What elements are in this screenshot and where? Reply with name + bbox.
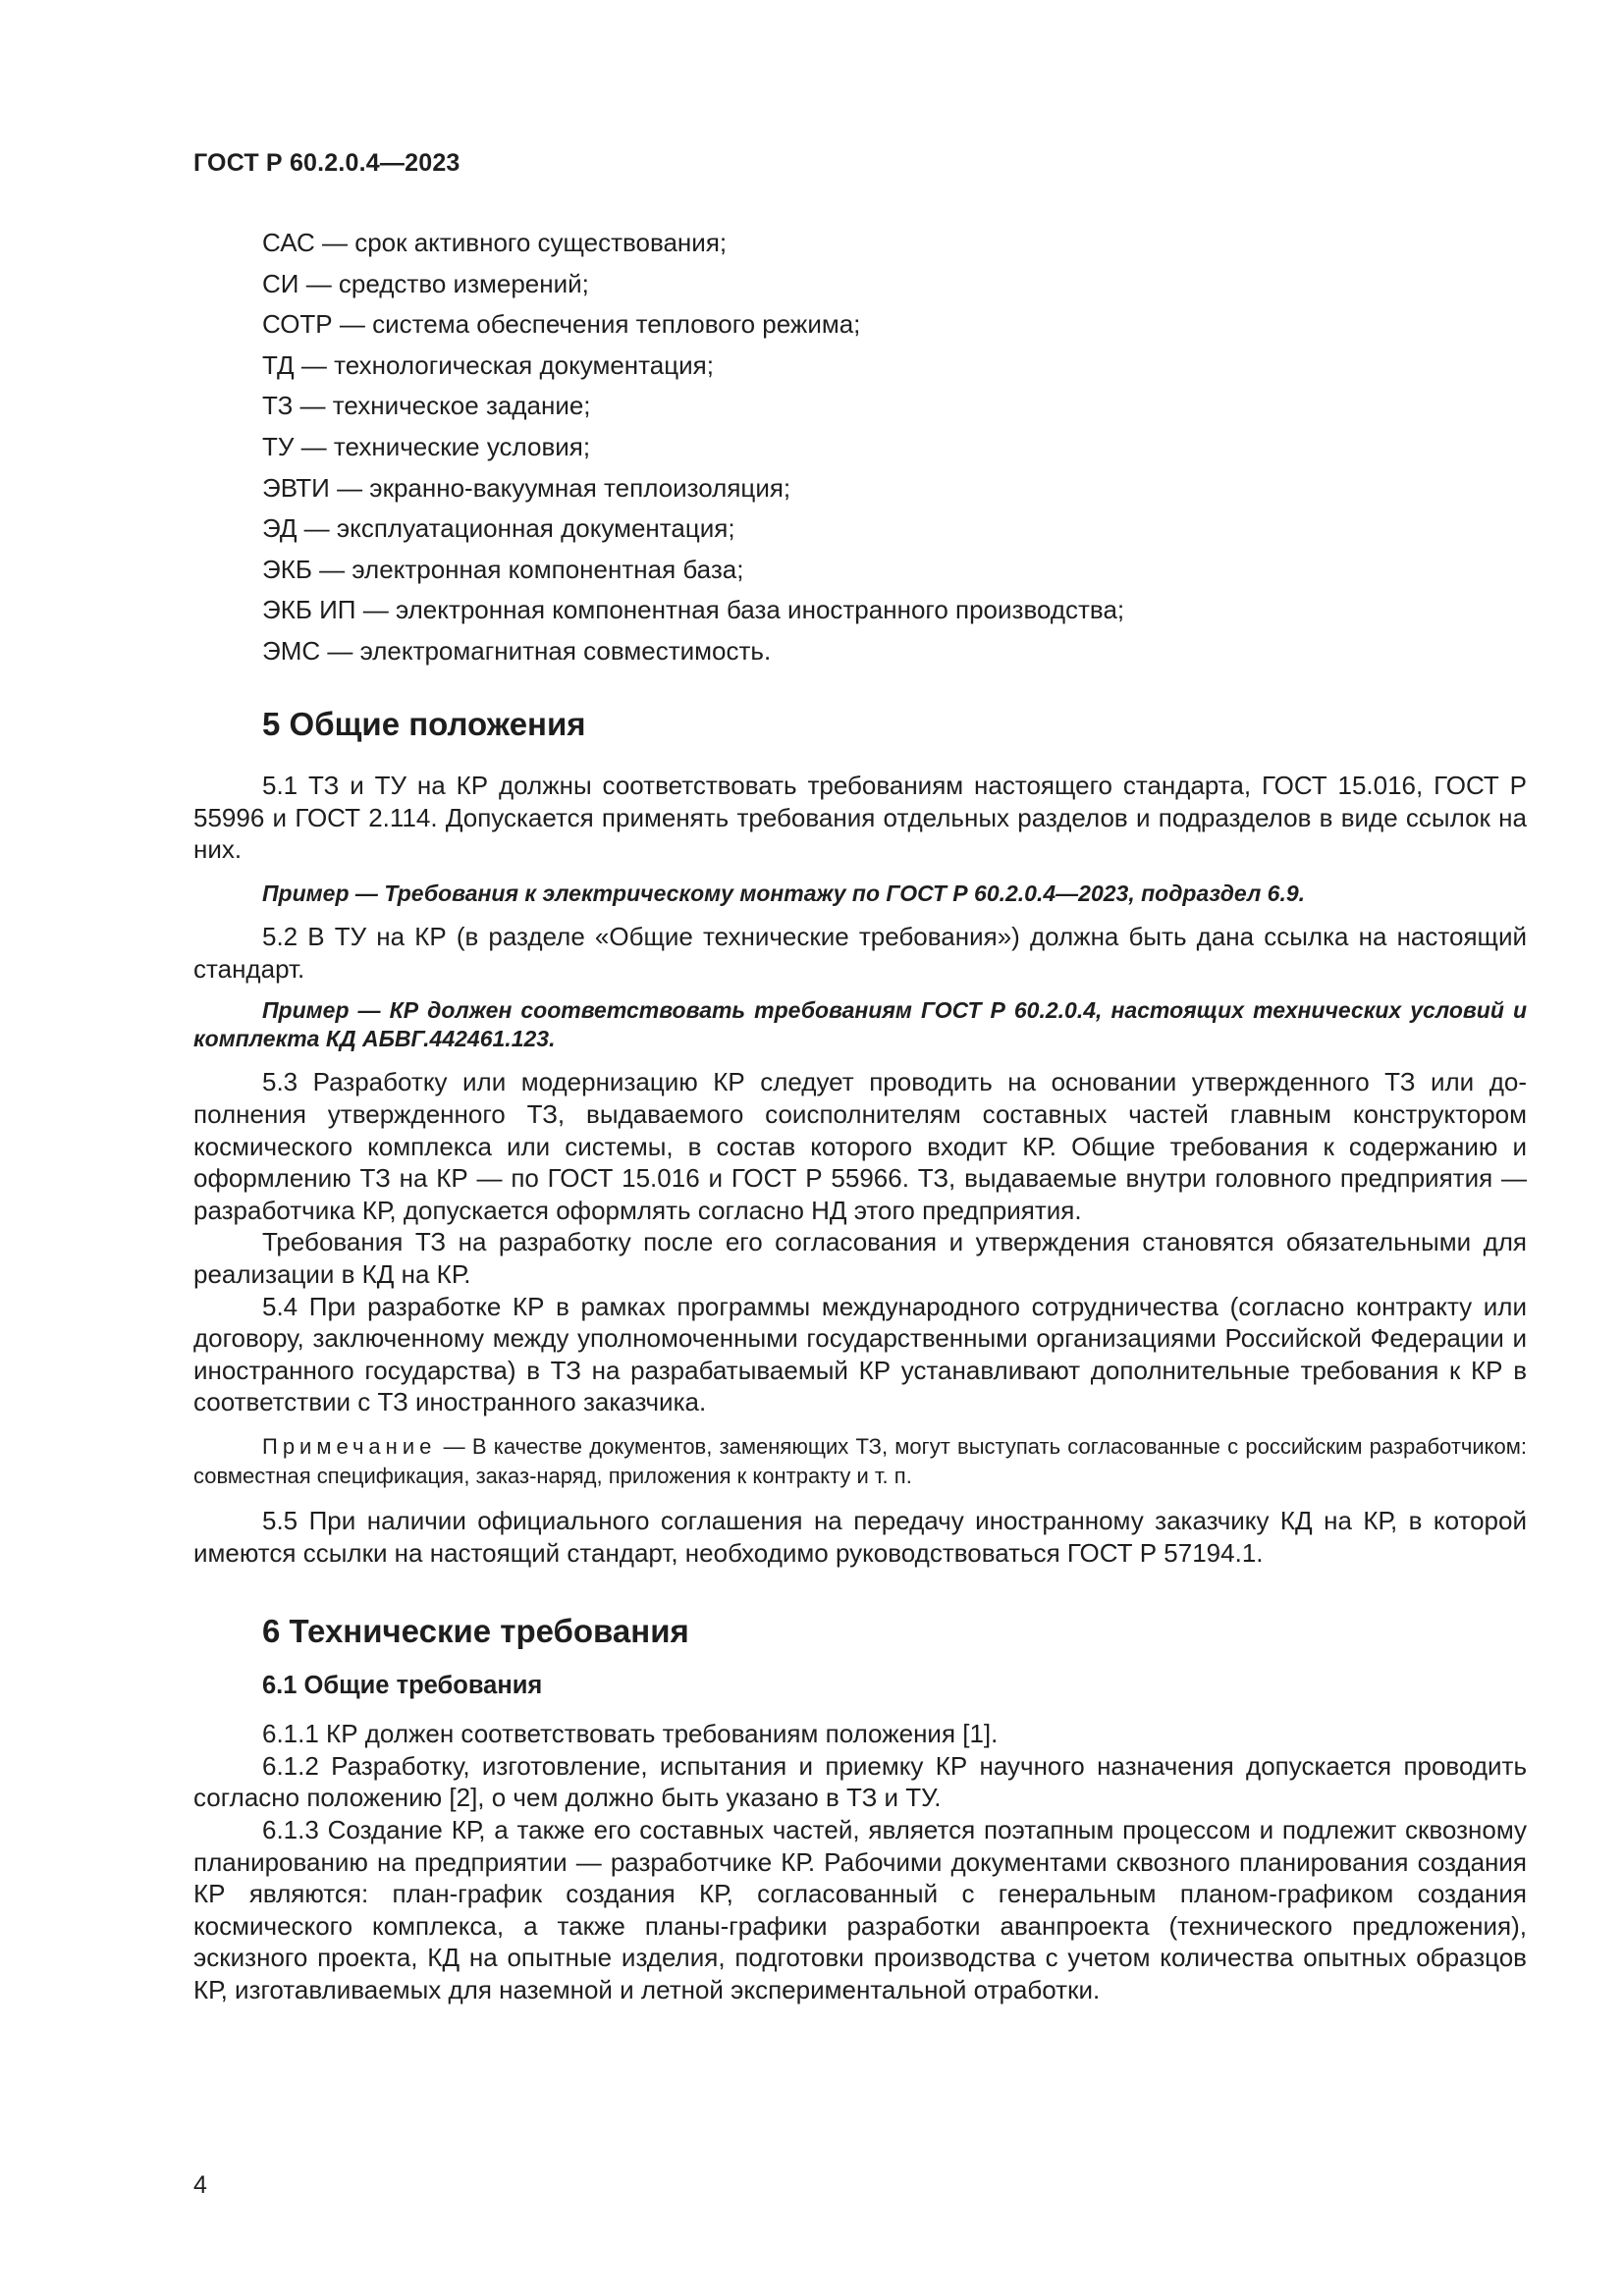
abbreviation-item: ТУ — технические условия; <box>262 431 591 461</box>
abbreviation-item: ТД — технологическая документация; <box>262 349 714 380</box>
example-1: Пример — Требования к электрическому монтажу по ГОСТ Р 60.2.0.4—2023, подраздел 6.9. <box>262 880 1306 906</box>
paragraph-6-1-1: 6.1.1 КР должен соответствовать требованиям положения [1]. <box>262 1719 999 1749</box>
note-label: Примечание <box>262 1434 437 1459</box>
abbreviation-item: ЭД — эксплуатационная документация; <box>262 513 735 544</box>
abbreviation-item: ЭВТИ — экранно-вакуумная теплоизоляция; <box>262 472 791 503</box>
paragraph-5-5: 5.5 При наличии официального соглашения на передачу иностранному заказчику КД на КР, в которой имеются ссылки на настоящий стандарт, необходимо руководствоваться ГОСТ Р 57194.1. <box>193 1506 1527 1568</box>
paragraph-6-1-2: 6.1.2 Разработку, изготовление, испытания и приемку КР научного назначения допускается проводить согласно положению [2], о чем должно быть указано в ТЗ и ТУ. <box>193 1750 1527 1813</box>
paragraph-5-2: 5.2 В ТУ на КР (в разделе «Общие технические требования») должна быть дана ссылка на настоящий стандарт. <box>193 922 1527 984</box>
page-number: 4 <box>193 2171 207 2199</box>
note-text: — В качестве документов, заменяющих ТЗ, могут выступать согласованные с российским разработчиком: совместная спецификация, заказ-наряд, приложения к контракту и т. п. <box>193 1434 1527 1488</box>
paragraph-5-3: 5.3 Разработку или модернизацию КР следует проводить на основании утвержденного ТЗ или дополнения утвержденного ТЗ, выдаваемого соисполнителям составных частей главным конструктором космического комплекса или системы, в состав которого входит КР. Общие требования к содержанию и оформлению ТЗ на КР — по ГОСТ 15.016 и ГОСТ Р 55966. ТЗ, выдаваемые внутри головного предприятия — разработчика КР, допускается оформлять согласно НД этого предприятия. <box>193 1067 1527 1225</box>
abbreviation-item: ТЗ — техническое задание; <box>262 391 591 421</box>
document-header: ГОСТ Р 60.2.0.4—2023 <box>193 149 460 177</box>
paragraph-5-4: 5.4 При разработке КР в рамках программы международного сотрудничества (согласно контракту или договору, заключенному между уполномоченными государственными организациями Российской Федерации и иностранного государства) в ТЗ на разрабатываемый КР устанавливают дополнительные требования к КР в соответствии с ТЗ иностранного заказчика. <box>193 1291 1527 1417</box>
paragraph-5-1: 5.1 ТЗ и ТУ на КР должны соответствовать требованиям настоящего стандарта, ГОСТ 15.016, ГОСТ Р 55996 и ГОСТ 2.114. Допускается применять требования отдельных разделов и подразделов в виде ссылок на них. <box>193 771 1527 865</box>
section-5-title: 5 Общие положения <box>262 706 586 742</box>
note <box>193 1432 1527 1491</box>
abbreviation-list <box>262 223 1539 672</box>
abbreviation-item: ЭМС — электромагнитная совместимость. <box>262 635 772 666</box>
paragraph-6-1-3: 6.1.3 Создание КР, а также его составных частей, является поэтапным процессом и подлежит сквозному планированию на предприятии — разработчике КР. Рабочими документами сквозного планирования создания КР являются: план-график создания КР, согласованный с генеральным планом-графиком создания космического комплекса, а также планы-графики разработки аванпроекта (технического предложения), эскизного проекта, КД на опытные изделия, подготовки производства с учетом количества опытных образцов КР, изготавливаемых для наземной и летной экспериментальной отработки. <box>193 1814 1527 2004</box>
abbreviation-item: СОТР — система обеспечения теплового режима; <box>262 309 861 340</box>
abbreviation-item: ЭКБ ИП — электронная компонентная база иностранного производства; <box>262 595 1125 625</box>
abbreviation-item: САС — срок активного существования; <box>262 228 728 257</box>
section-6-title: 6 Технические требования <box>262 1613 689 1650</box>
document-body <box>193 697 1527 2006</box>
paragraph-5-3-continued: Требования ТЗ на разработку после его согласования и утверждения становятся обязательными для реализации в КД на КР. <box>193 1227 1527 1290</box>
example-2: Пример — КР должен соответствовать требованиям ГОСТ Р 60.2.0.4, настоящих технических условий и комплекта КД АБВГ.442461.123. <box>193 997 1527 1051</box>
abbreviation-item: СИ — средство измерений; <box>262 268 589 298</box>
abbreviation-item: ЭКБ — электронная компонентная база; <box>262 554 744 584</box>
subsection-6-1-title: 6.1 Общие требования <box>262 1672 543 1700</box>
